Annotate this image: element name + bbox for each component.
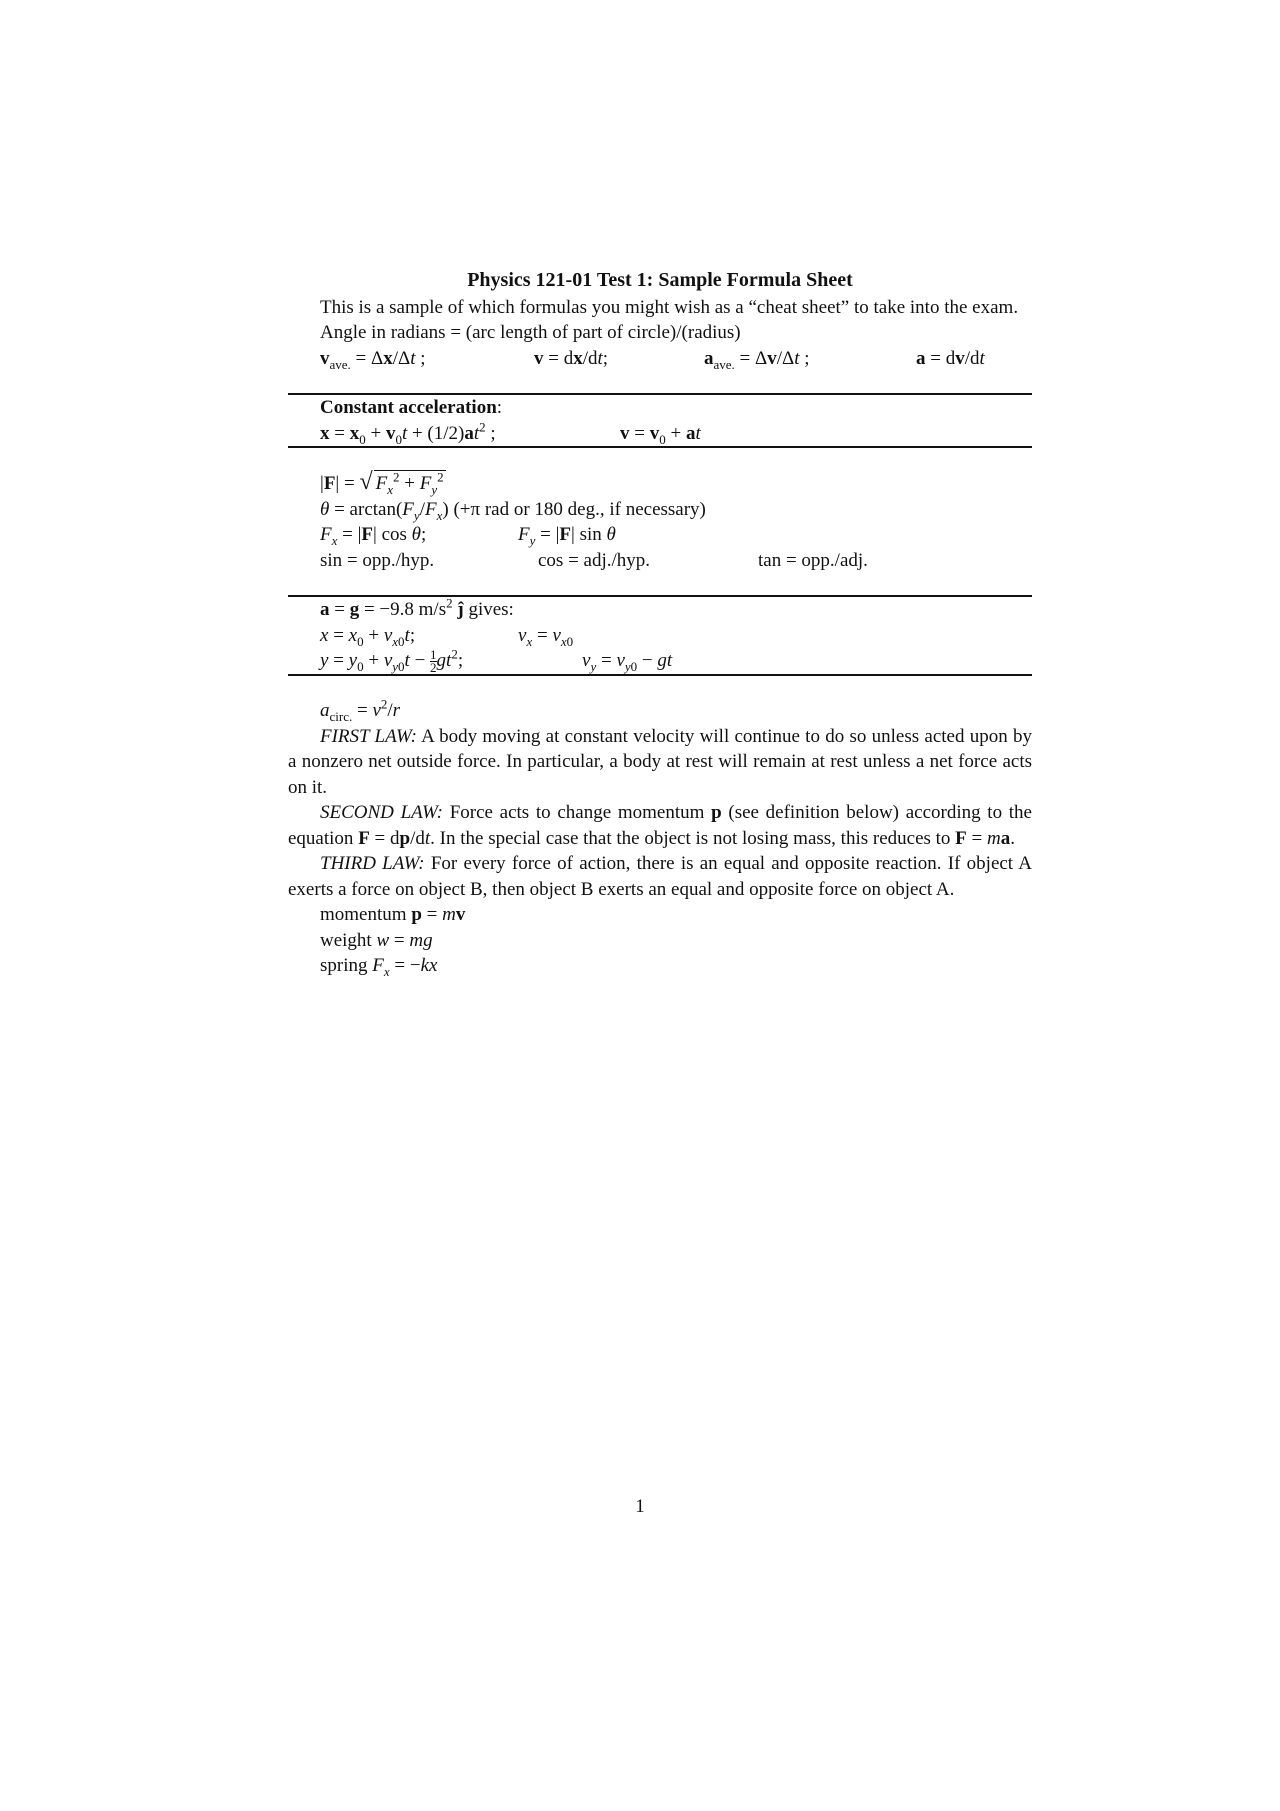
formula-vx: $v_x = v_{x0}$ [518, 624, 574, 649]
formula-position: $x = x_0 + v_0t + (1/2)at^2$ ; [320, 419, 496, 447]
angle-definition: Angle in radians = (arc length of part of circle)/(radius) [320, 322, 741, 343]
formula-fx: $F_x = |F|$ cos θ; [320, 524, 427, 548]
page-title: Physics 121-01 Test 1: Sample Formula Sheet [467, 269, 853, 291]
cos-definition: cos = adj./hyp. [538, 549, 651, 571]
third-law: THIRD LAW: For every force of action, there is an equal and opposite reaction. If object A exerts a force on object B, then object B exerts an equal and opposite force on object A. [288, 853, 1032, 900]
intro-paragraph: This is a sample of which formulas you might wish as a “cheat sheet” to take into the exam. [320, 296, 1019, 318]
formula-a: a = dv/dt [916, 347, 985, 369]
trig-definitions [288, 548, 1032, 574]
constant-accel-heading: Constant acceleration: [320, 397, 503, 418]
sin-definition: sin = opp./hyp. [320, 549, 435, 571]
formula-theta: $\theta = \arctan(F_y/F_x)$ (+π rad or 180 deg., if necessary) [320, 498, 706, 523]
projectile-y [288, 648, 1032, 674]
force-components [288, 522, 1032, 548]
formula-spring: spring $F_x = -kx$ [320, 955, 438, 979]
formula-vy: $v_y = v_{y0}$ − gt [582, 650, 673, 674]
first-law: FIRST LAW: A body moving at constant velocity will continue to do so unless acted upon by a nonzero net outside force. In particular, a body at rest will remain at rest unless a net force acts on it. [288, 725, 1032, 798]
formula-v: v = dx/dt; [534, 347, 609, 369]
formula-y: $y = y_0 + v_{y0}t$ − $\frac{1}{2}$ $gt^2$; [320, 646, 464, 676]
second-law: SECOND LAW: Force acts to change momentum p (see definition below) according to the equation F = dp/dt. In the special case that the object is not losing mass, this reduces to F = ma. [288, 802, 1032, 849]
constant-accel-formulas [288, 421, 1032, 447]
page-number: 1 [635, 1496, 645, 1517]
formula-velocity: $v = v_0$ + at [620, 422, 701, 447]
projectile-x [288, 623, 1032, 649]
tan-definition: tan = opp./adj. [758, 549, 868, 571]
formula-sheet [288, 268, 1032, 979]
formula-v-ave: $v_{ave.} = \Delta x/\Delta t$ ; [320, 347, 426, 372]
formula-a-ave: $a_{ave.} = \Delta v/\Delta t$ ; [704, 347, 810, 372]
kinematics-definitions [288, 346, 1032, 372]
formula-magnitude: |F| = √ $F_x^2 + F_y^2$ [320, 469, 444, 497]
formula-weight: weight w = mg [320, 929, 433, 951]
formula-centripetal: $a_{circ.} = v^2/r$ [320, 696, 401, 724]
gravity-heading: a = g = −9.8 $m/s^2$ ĵ gives: [320, 595, 514, 620]
formula-momentum: momentum p = mv [320, 904, 466, 926]
formula-x: $x = x_0 + v_{x0}t$; [320, 624, 416, 649]
formula-fy: $F_y = |F|$ sin θ [518, 524, 616, 548]
